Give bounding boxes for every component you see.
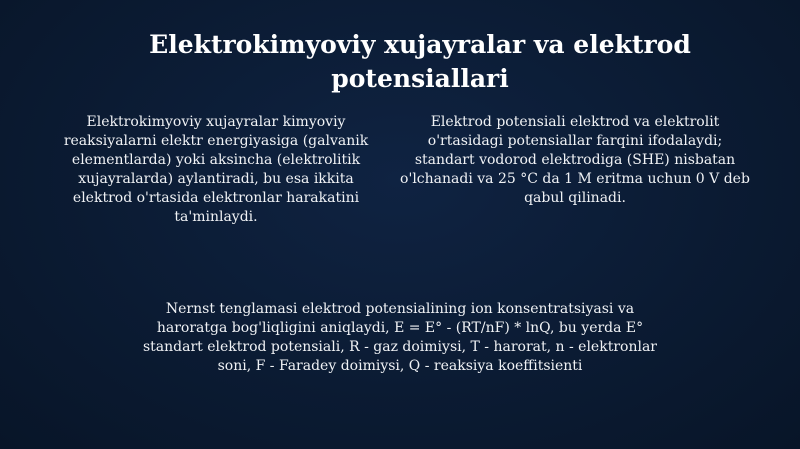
paragraph-nernst-equation: Nernst tenglamasi elektrod potensialining ion konsentratsiyasi va haroratga bog'liqligini aniqlaydi, E = E° - (RT/nF) * lnQ, bu yerda E° standart elektrod potensiali, R - gaz doimiysi, T - harorat, n - elektronlar soni, F - Faradey doimiysi, Q - reaksiya koeffitsienti [142, 301, 657, 374]
paragraph-electrode-potential: Elektrod potensiali elektrod va elektrolit o'rtasidagi potensiallar farqini ifodalaydi; standart vodorod elektrodiga (SHE) nisbatan o'lchanadi va 25 °C da 1 M eritma uchun 0 V deb qabul qilinadi. [400, 114, 750, 206]
slide-title: Elektrokimyoviy xujayralar va elektrod potensiallari [149, 30, 691, 93]
paragraph-electrochemical-cells: Elektrokimyoviy xujayralar kimyoviy reaksiyalarni elektr energiyasiga (galvanik elementlarda) yoki aksincha (elektrolitik xujayralarda) aylantiradi, bu esa ikkita elektrod o'rtasida elektronlar harakatini ta'minlaydi. [63, 114, 369, 225]
